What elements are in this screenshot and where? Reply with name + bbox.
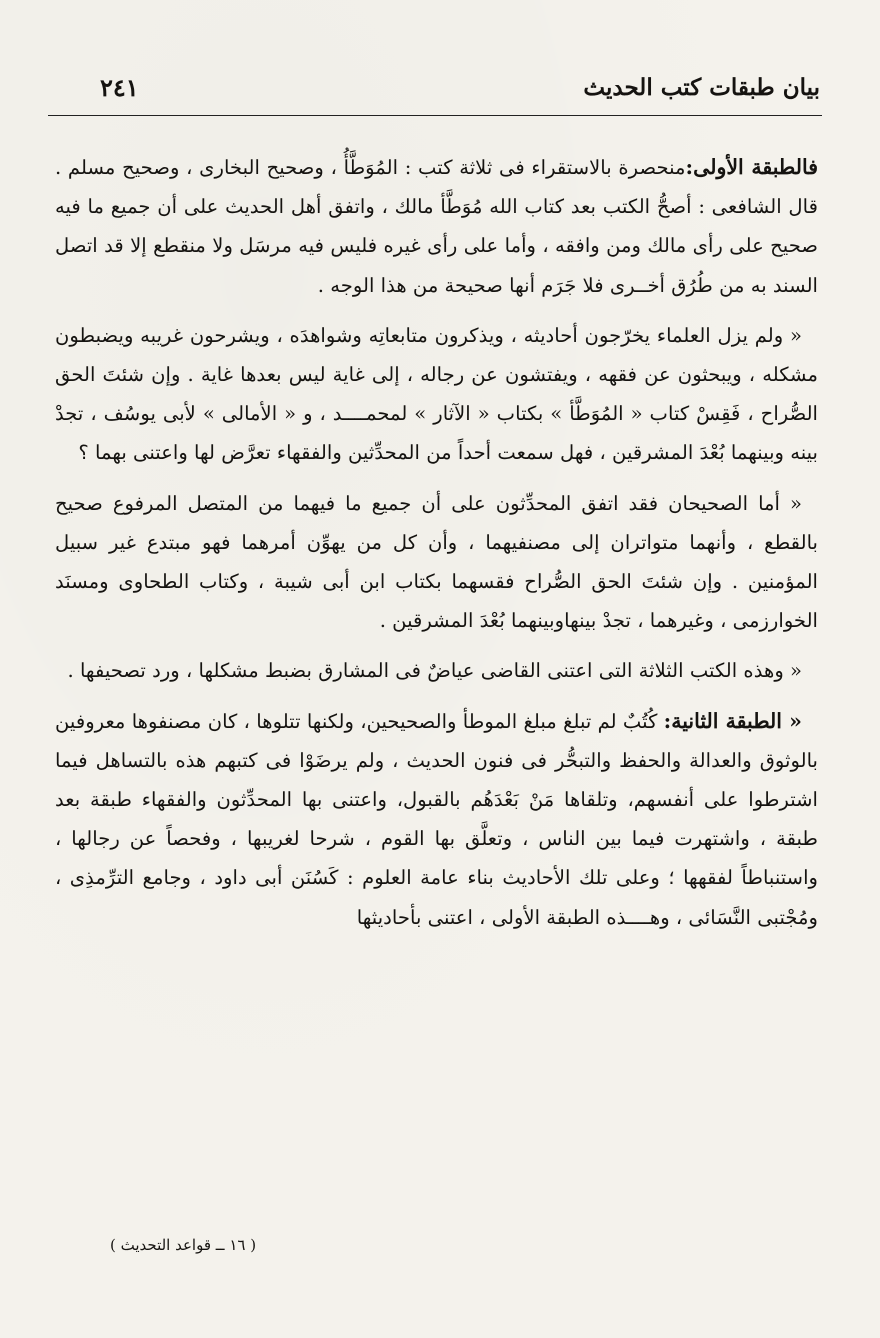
paragraph-text: « ولم يزل العلماء يخرّجون أحاديثه ، ويذكرون متابعاتِه وشواهدَه ، ويشرحون غريبه ويضبطون مشكله ، ويبحثون عن فقهه ، ويفتشون عن رجاله ، إلى غاية ليس بعدها غاية . وإن شئتَ الحق الصُّراح ، فَقِسْ كتاب « المُوَطَّأ » بكتاب « الآثار » لمحمــــد ، و « الأمالى » لأبى يوسُف ، تجدْ بينه وبينهما بُعْدَ المشرقين ، فهل سمعت أحداً من المحدِّثين والفقهاء تعرَّض لها واعتنى بهما ؟ [55,323,818,465]
paragraph-sahihayn [55,484,818,641]
page-header [90,62,820,112]
paragraph-three-books [55,651,818,690]
paragraph-second-tier [55,702,818,937]
section-lead-second-tier: « الطبقة الثانية: [663,708,802,733]
header-rule [48,115,822,116]
running-title: بيان طبقات كتب الحديث [583,73,820,101]
paragraph-first-tier [55,148,818,305]
paragraph-muwatta-commentary [55,316,818,473]
section-lead-first-tier: فالطبقة الأولى: [685,155,818,179]
paragraph-text: منحصرة بالاستقراء فى ثلاثة كتب : المُوَطَّأُ ، وصحيح البخارى ، وصحيح مسلم . قال الشافعى : أصحُّ الكتب بعد كتاب الله مُوَطَّأ مالك ، واتفق أهل الحديث على أن جميع ما فيه صحيح على رأى مالك ومن وافقه ، وأما على رأى غيره فليس فيه مرسَل ولا منقطع إلا قد اتصل السند به من طُرُق أخــرى فلا جَرَم أنها صحيحة من هذا الوجه . [55,156,818,297]
paragraph-text: « وهذه الكتب الثلاثة التى اعتنى القاضى عياضٌ فى المشارق بضبط مشكلها ، ورد تصحيفها . [67,659,802,683]
paragraph-text: « أما الصحيحان فقد اتفق المحدِّثون على أن جميع ما فيهما من المتصل المرفوع صحيح بالقطع ، وأنهما متواتران إلى مصنفيهما ، وأن كل من يهوِّن أمرهما فهو مبتدع غير سبيل المؤمنين . وإن شئتَ الحق الصُّراح فقسهما بكتاب ابن أبى شيبة ، وكتاب الطحاوى ومسنَد الخوارزمى ، وغيرهما ، تجدْ بينهاوبينهما بُعْدَ المشرقين . [55,491,818,633]
paragraph-text: كُتُبٌ لم تبلغ مبلغ الموطأ والصحيحين، ولكنها تتلوها ، كان مصنفوها معروفين بالوثوق والعدالة والحفظ والتبحُّر فى فنون الحديث ، ولم يرضَوْا فى كتبهم هذه بالتساهل فيما اشترطوا على أنفسهم، وتلقاها مَنْ بَعْدَهُم بالقبول، واعتنى بها المحدِّثون والفقهاء طبقة بعد طبقة ، واشتهرت فيما بين الناس ، وتعلَّق بها القوم ، شرحا لغريبها ، وفحصاً عن رجالها ، واستنباطاً لفقهها ؛ وعلى تلك الأحاديث بناء عامة العلوم : كَسُنَن أبى داود ، وجامع الترِّمذِى ، ومُجْتبى النَّسَائى ، وهــــذه الطبقة الأولى ، اعتنى بأحاديثها [55,709,818,929]
page-number: ٢٤١ [100,72,139,102]
printer-signature: ( ١٦ ــ قواعد التحديث ) [110,1236,257,1254]
body-text [55,148,818,948]
